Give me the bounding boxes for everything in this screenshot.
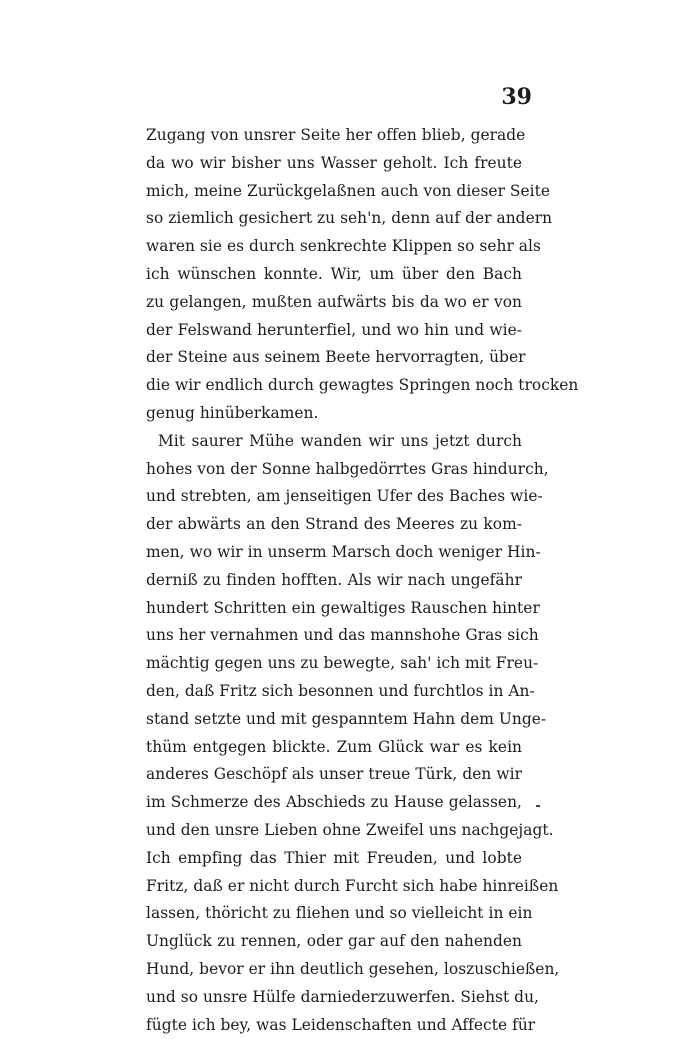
- paragraph-2: [146, 428, 522, 845]
- text-line: lassen, thöricht zu fliehen und so vielleicht in ein: [146, 900, 522, 928]
- text-line: anderes Geschöpf als unser treue Türk, den wir: [146, 761, 522, 789]
- text-line: mächtig gegen uns zu bewegte, sah' ich mit Freu-: [146, 650, 522, 678]
- text-line: Unglück zu rennen, oder gar auf den nahenden: [146, 928, 522, 956]
- text-line: derniß zu finden hofften. Als wir nach ungefähr: [146, 567, 522, 595]
- text-line: die wir endlich durch gewagtes Springen noch trocken: [146, 372, 522, 400]
- text-line: ich wünschen konnte. Wir, um über den Bach: [146, 261, 522, 289]
- text-line: und so unsre Hülfe darniederzuwerfen. Siehst du,: [146, 984, 522, 1012]
- text-line: uns her vernahmen und das mannshohe Gras sich: [146, 622, 522, 650]
- text-line: Hund, bevor er ihn deutlich gesehen, loszuschießen,: [146, 956, 522, 984]
- text-line: thüm entgegen blickte. Zum Glück war es kein: [146, 734, 522, 762]
- paragraph-3: [146, 845, 522, 1039]
- text-line: den, daß Fritz sich besonnen und furchtlos in An-: [146, 678, 522, 706]
- text-line: genug hinüberkamen.: [146, 400, 522, 428]
- text-line: Ich empfing das Thier mit Freuden, und lobte: [146, 845, 522, 873]
- text-line: stand setzte und mit gespanntem Hahn dem Unge-: [146, 706, 522, 734]
- text-line: da wo wir bisher uns Wasser geholt. Ich freute: [146, 150, 522, 178]
- text-line: der Steine aus seinem Beete hervorragten, über: [146, 344, 522, 372]
- text-line: Mit saurer Mühe wanden wir uns jetzt durch: [146, 428, 522, 456]
- text-line: und den unsre Lieben ohne Zweifel uns nachgejagt.: [146, 817, 522, 845]
- page-number: 39: [492, 84, 532, 110]
- text-line: hundert Schritten ein gewaltiges Rauschen hinter: [146, 595, 522, 623]
- text-line: zu gelangen, mußten aufwärts bis da wo er von: [146, 289, 522, 317]
- paragraph-1: [146, 122, 522, 428]
- text-line: der Felswand herunterfiel, und wo hin und wie-: [146, 317, 522, 345]
- print-mark: [536, 805, 540, 807]
- text-line: und strebten, am jenseitigen Ufer des Baches wie-: [146, 483, 522, 511]
- text-line: Fritz, daß er nicht durch Furcht sich habe hinreißen: [146, 873, 522, 901]
- text-line: der abwärts an den Strand des Meeres zu kom-: [146, 511, 522, 539]
- body-text: [146, 122, 522, 1039]
- text-line: mich, meine Zurückgelaßnen auch von dieser Seite: [146, 178, 522, 206]
- text-line: im Schmerze des Abschieds zu Hause gelassen,: [146, 789, 522, 817]
- text-line: Zugang von unsrer Seite her offen blieb, gerade: [146, 122, 522, 150]
- text-line: fügte ich bey, was Leidenschaften und Affecte für: [146, 1012, 522, 1039]
- text-line: so ziemlich gesichert zu seh'n, denn auf der andern: [146, 205, 522, 233]
- text-line: hohes von der Sonne halbgedörrtes Gras hindurch,: [146, 456, 522, 484]
- text-line: men, wo wir in unserm Marsch doch weniger Hin-: [146, 539, 522, 567]
- text-line: waren sie es durch senkrechte Klippen so sehr als: [146, 233, 522, 261]
